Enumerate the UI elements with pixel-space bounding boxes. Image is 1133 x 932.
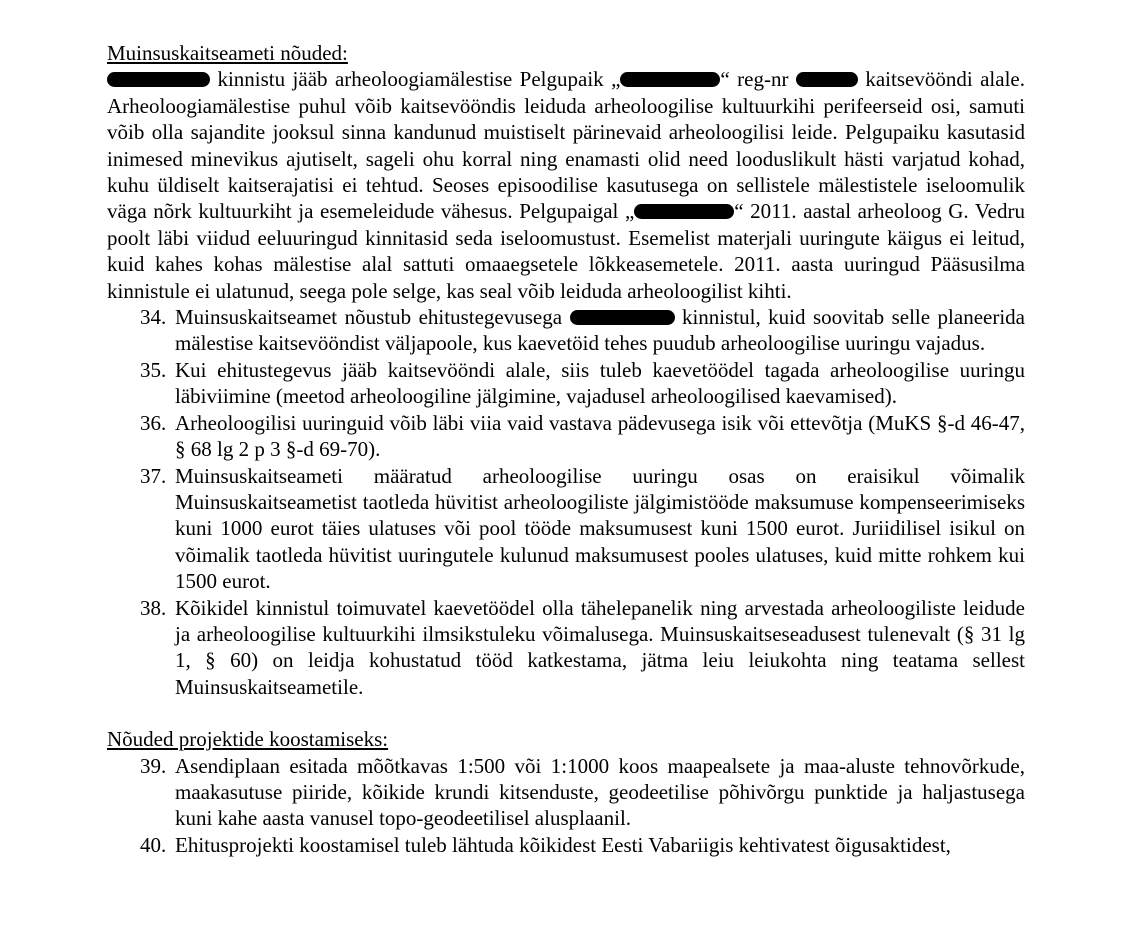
redaction-property-name-2 [570, 310, 675, 325]
list-item-number: 34. [140, 305, 167, 330]
redaction-site-name [620, 72, 720, 87]
list-item-39: 39. Asendiplaan esitada mõõtkavas 1:500 või 1:1000 koos maapealsete ja maa-aluste tehnovõrkude, maakasutuse piiride, kõikide krundi kitsenduste, geodeetilise põhivõrgu punktide ja haljastusega kuni kahe aasta vanusel topo-geodeetilisel alusplaanil. [140, 753, 1025, 831]
list-item-38: 38. Kõikidel kinnistul toimuvatel kaevetöödel olla tähelepanelik ning arvestada arheoloogiliste leidude ja arheoloogilise kultuurkihi ilmsikstuleku võimalusega. Muinsuskaitseseadusest tulenevalt (§ 31 lg 1, § 60) on leidja kohustatud tööd katkestama, jätma leiu leiukohta ning teatama sellest Muinsuskaitseametile. [140, 595, 1025, 699]
list-item-number: 36. [140, 410, 167, 435]
redaction-reg-number [796, 72, 858, 87]
list-item-number: 37. [140, 463, 167, 488]
intro-paragraph: kinnistu jääb arheoloogiamälestise Pelgupaik „ “ reg-nr kaitsevööndi alale. Arheoloogiamälestise puhul võib kaitsevööndis leiduda arheoloogilise kultuurkihi perifeerseid osi, samuti võib olla sajandite jooksul sinna kandunud muistiselt pärinevaid arheoloogilisi leide. Pelgupaiku kasutasid inimesed minevikus ajutiselt, sageli ohu korral ning enamasti olid need looduslikult hästi varjatud kohad, kuhu üldiselt kaitserajatisi ei tehtud. Seoses episoodilise kasutusega on sellistele mälestistele iseloomulik väga nõrk kultuurkiht ja esemeleidude vähesus. Pelgupaigal „ “ 2011. aastal arheoloog G. Vedru poolt läbi viidud eeluuringud kinnitasid seda iseloomustust. Esemelist materjali uuringute käigus ei leitud, kuid kahes kohas mälestise alal sattuti omaaegsetele lõkkeasemetele. 2011. aasta uuringud Pääsusilma kinnistule ei ulatunud, seega pole selge, kas seal võib leiduda arheoloogilist kihti. [107, 67, 1025, 303]
document-page [107, 40, 1025, 858]
redaction-property-name [107, 72, 210, 87]
list-item-34: 34. Muinsuskaitseamet nõustub ehitustegevusega kinnistul, kuid soovitab selle planeerida mälestise kaitsevööndist väljapoole, kus kaevetöid tehes puudub arheoloogilise uuringu vajadus. [140, 305, 1025, 356]
list-item-36: 36. Arheoloogilisi uuringuid võib läbi viia vaid vastava pädevusega isik või ettevõtja (MuKS §-d 46-47, § 68 lg 2 p 3 §-d 69-70). [140, 410, 1025, 462]
list-item-40: 40. Ehitusprojekti koostamisel tuleb lähtuda kõikidest Eesti Vabariigis kehtivatest õigusaktidest, [140, 832, 951, 857]
list-item-35: 35. Kui ehitustegevus jääb kaitsevööndi alale, siis tuleb kaevetöödel tagada arheoloogilise uuringu läbiviimine (meetod arheoloogiline jälgimine, vajadusel arheoloogilised kaevamised). [140, 357, 1025, 409]
list-item-number: 35. [140, 357, 167, 382]
list-item-number: 39. [140, 753, 167, 778]
list-item-number: 40. [140, 832, 167, 857]
list-item-number: 38. [140, 595, 167, 620]
section-heading-muinsuskaitseamet: Muinsuskaitseameti nõuded: [107, 41, 348, 65]
list-item-37: 37. Muinsuskaitseameti määratud arheoloogilise uuringu osas on eraisikul võimalik Muinsuskaitseametist taotleda hüvitist arheoloogiliste jälgimistööde maksumuse kompenseerimiseks kuni 1000 eurot täies ulatuses või pool tööde maksumusest kuni 1500 eurot. Juriidilisel isikul on võimalik taotleda hüvitist uuringutele kulunud maksumusest pooles ulatuses, kuid mitte rohkem kui 1500 eurot. [140, 463, 1025, 594]
section-heading-projects: Nõuded projektide koostamiseks: [107, 727, 389, 752]
redaction-site-name-2 [634, 204, 734, 219]
